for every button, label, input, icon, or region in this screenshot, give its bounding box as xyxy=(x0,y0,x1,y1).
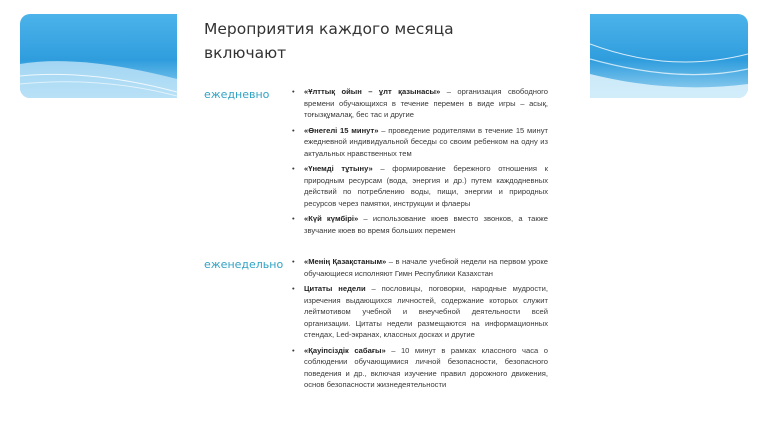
bullet-icon: • xyxy=(292,284,295,293)
daily-label: ежедневно xyxy=(204,88,270,101)
list-item xyxy=(290,256,548,279)
daily-list xyxy=(290,86,548,240)
bullet-icon: • xyxy=(292,214,295,223)
item-text: – 10 минут в рамках классного часа о соблюдении обучающимися личной безопасности, безопасного поведения и др., включая изучение правил дорожного движения, основ безопасности жизнедеятельности xyxy=(304,345,548,389)
item-title: «Менің Қазақстаным» xyxy=(304,257,387,266)
item-text: – в начале учебной недели на первом уроке обучающиеся исполняют Гимн Республики Казахстан xyxy=(304,257,548,278)
weekly-label: еженедельно xyxy=(204,258,284,271)
bullet-icon: • xyxy=(292,125,295,135)
decorative-wave-right xyxy=(590,14,748,98)
list-item xyxy=(290,125,548,160)
item-title: «Күй күмбірі» xyxy=(304,214,359,223)
title-line-2: включают xyxy=(204,44,287,62)
list-item xyxy=(290,345,548,391)
decorative-wave-left xyxy=(20,14,177,98)
list-item xyxy=(290,163,548,209)
title-line-1: Мероприятия каждого месяца xyxy=(204,20,454,38)
item-text: – формирование бережного отношения к природным ресурсам (вода, энергия и др.) путем каждодневных действий по потреблению воды, пищи, энергии и природных ресурсов через памятки, инструкции и флаеры xyxy=(304,164,548,208)
item-title: «Қауіпсіздік сабағы» xyxy=(304,345,386,355)
bullet-icon: • xyxy=(292,257,295,266)
item-text: – проведение родителями в течение 15 минут ежедневной индивидуальной беседы со своим ребенком на одну из актуальных нравственных тем xyxy=(304,125,548,158)
bullet-icon: • xyxy=(292,164,295,173)
item-text: – организация свободного времени обучающихся в течение перемен в виде игры – асық, тоғызқұмалақ, бес тас и другие xyxy=(304,87,549,119)
item-title: «Үнемді тұтыну» xyxy=(304,164,373,173)
slide-title xyxy=(204,17,534,65)
bullet-icon: • xyxy=(292,87,295,96)
list-item xyxy=(290,213,548,236)
list-item xyxy=(290,283,548,341)
weekly-list xyxy=(290,256,548,395)
bullet-icon: • xyxy=(292,345,295,355)
item-title: «Өнегелі 15 минут» xyxy=(304,125,379,135)
item-title: Цитаты недели xyxy=(304,284,366,293)
item-title: «Ұлттық ойын – ұлт қазынасы» xyxy=(304,87,441,96)
list-item xyxy=(290,86,548,121)
item-text: – пословицы, поговорки, народные мудрости, изречения выдающихся личностей, содержание которых служит лейтмотивом учебной и внеучебной деятельности всей организации. Цитаты недели размещаются на информационных стендах, Led-экранах, классных досках и другие xyxy=(304,284,548,339)
item-text: – использование кюев вместо звонков, а также звучание кюев во время больших перемен xyxy=(304,214,548,235)
